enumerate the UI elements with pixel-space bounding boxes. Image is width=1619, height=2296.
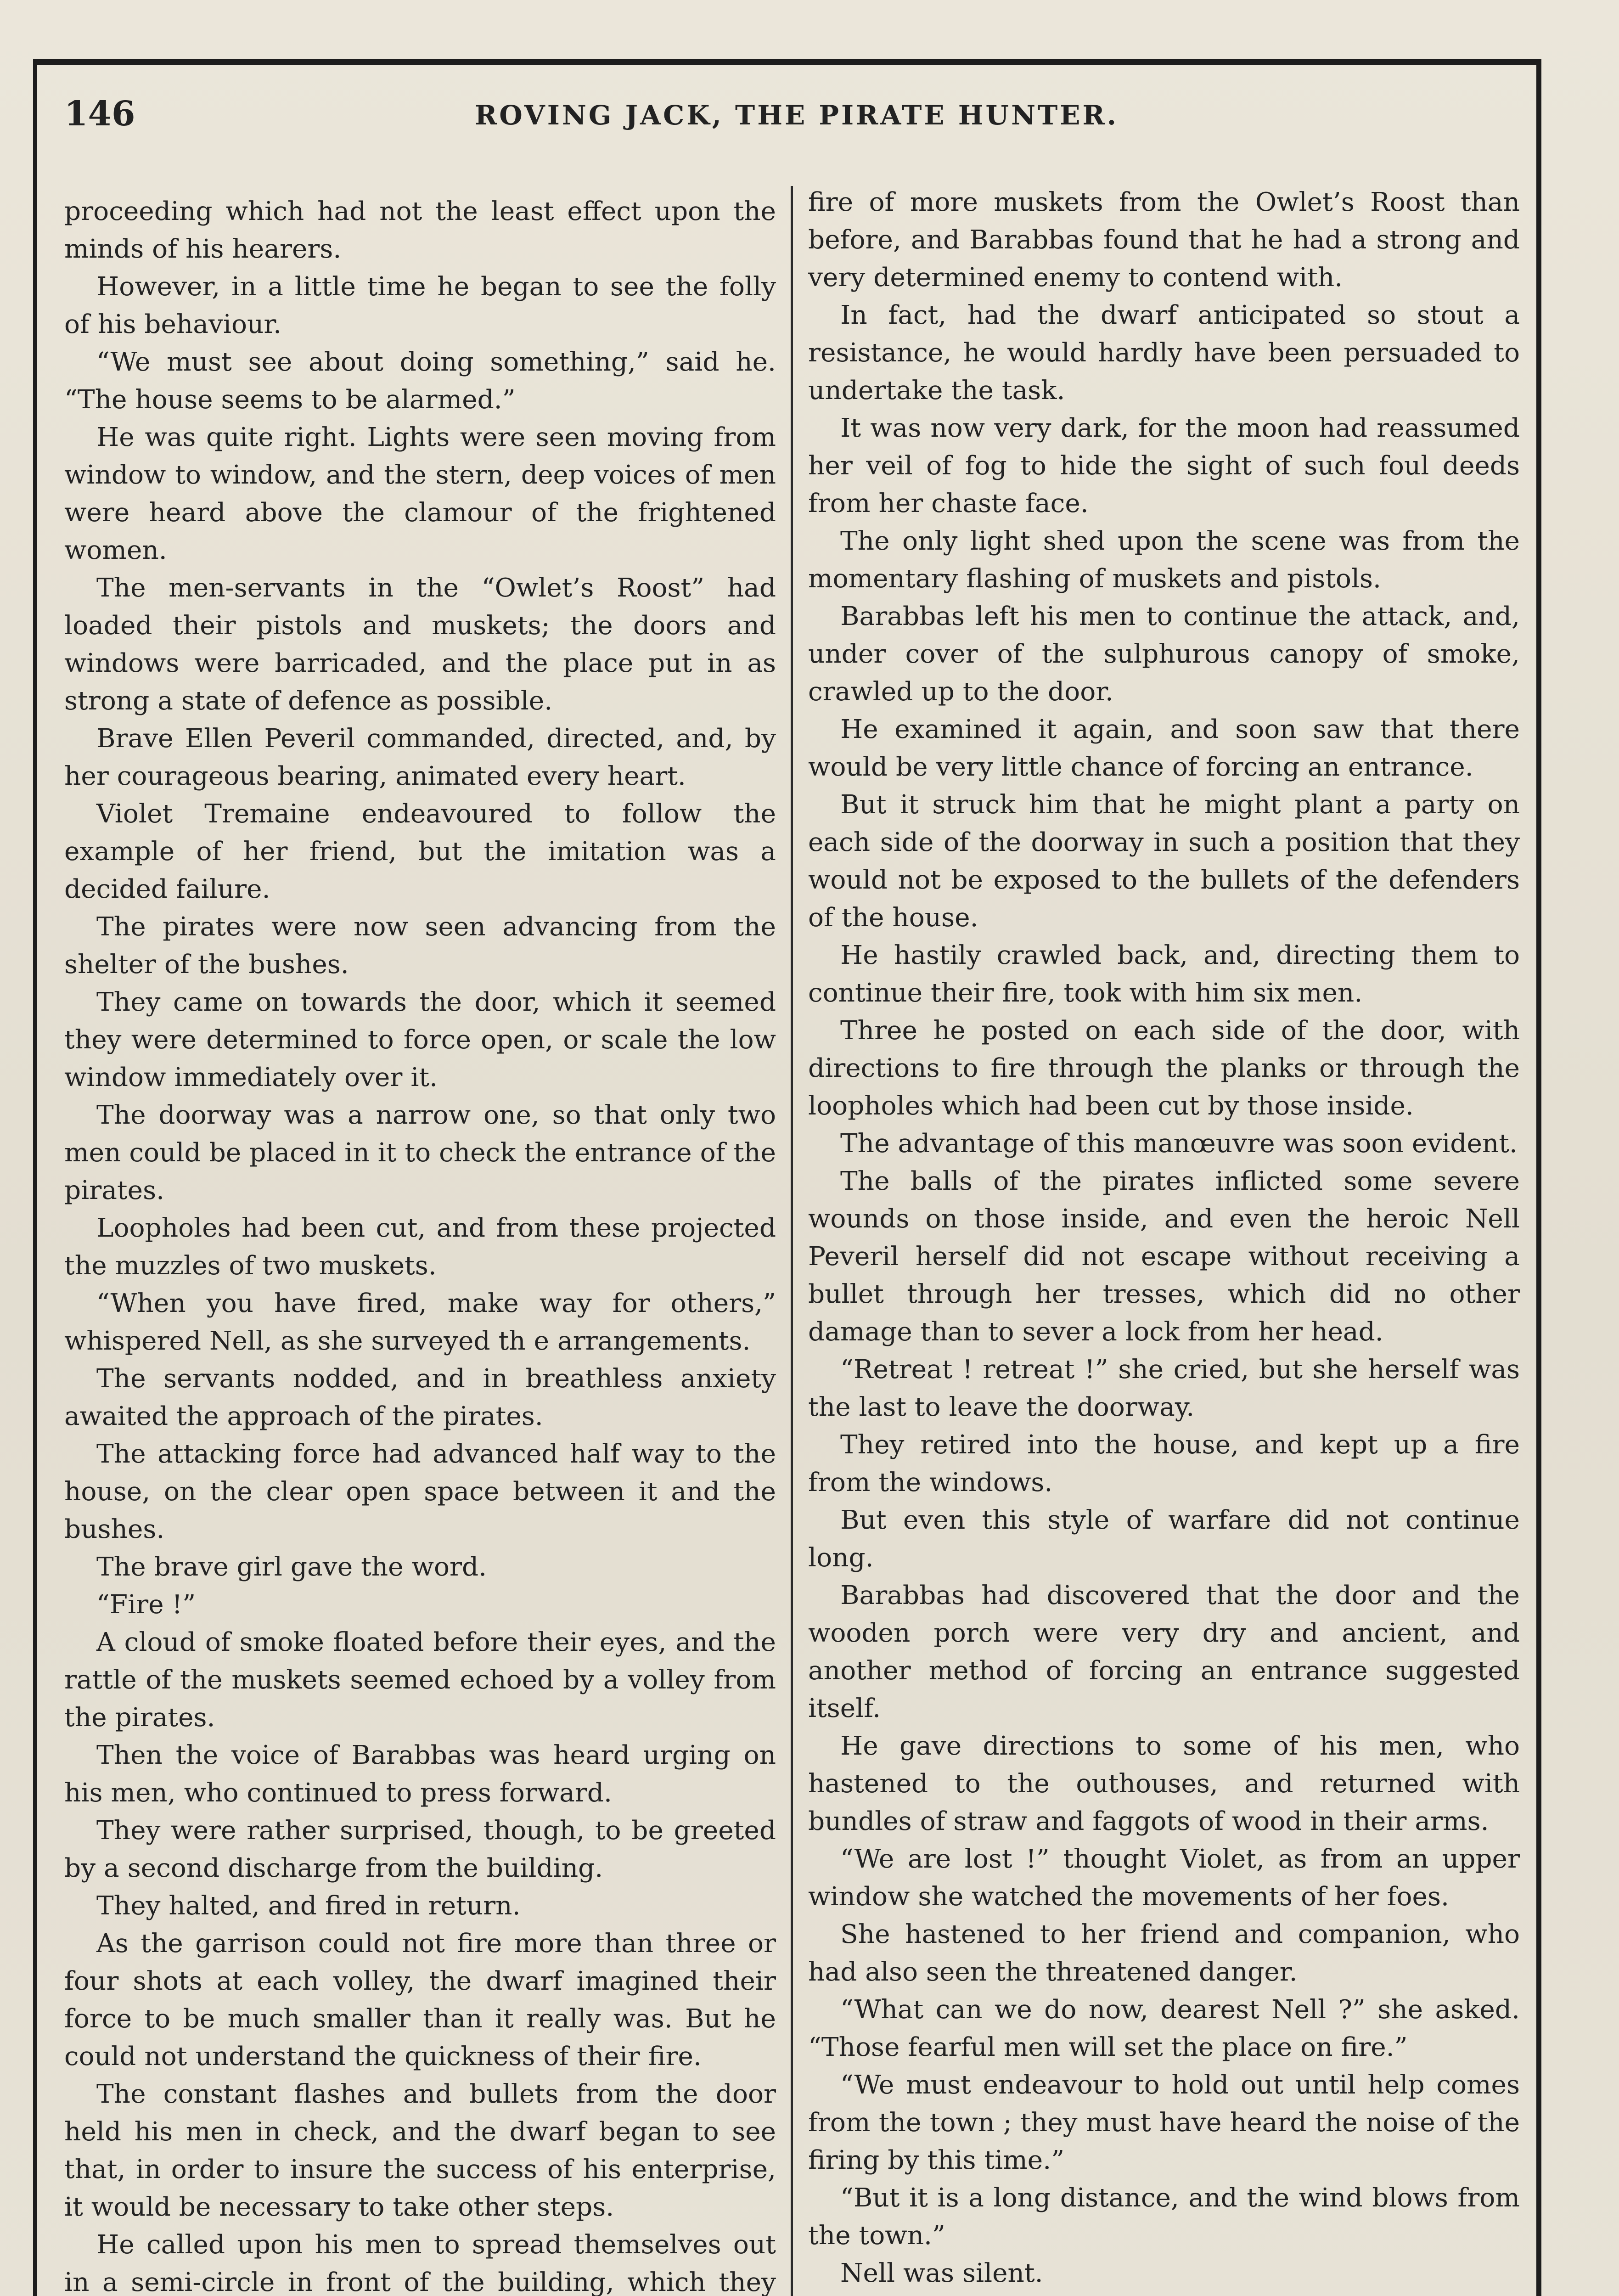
paragraph: “We are lost !” thought Violet, as from an upper window she watched the movements of her foes. bbox=[808, 1844, 1520, 1912]
paragraph: They retired into the house, and kept up a fire from the windows. bbox=[808, 1430, 1520, 1497]
paragraph: The advantage of this manœuvre was soon evident. bbox=[840, 1129, 1518, 1159]
paragraph: “We must see about doing something,” said he. “The house seems to be alarmed.” bbox=[64, 347, 776, 415]
column-divider bbox=[791, 186, 793, 2296]
paragraph: She hastened to her friend and companion, who had also seen the threatened danger. bbox=[808, 1919, 1520, 1987]
paragraph: A cloud of smoke floated before their eyes, and the rattle of the muskets seemed echoed by a volley from the pirates. bbox=[64, 1627, 776, 1733]
paragraph: But even this style of warfare did not continue long. bbox=[808, 1505, 1520, 1573]
paragraph: In fact, had the dwarf anticipated so stout a resistance, he would hardly have been persuaded to undertake the task. bbox=[808, 300, 1520, 405]
paragraph: “But it is a long distance, and the wind blows from the town.” bbox=[808, 2183, 1520, 2251]
left-border-rule bbox=[33, 59, 37, 2296]
running-title: ROVING JACK, THE PIRATE HUNTER. bbox=[475, 100, 1119, 131]
paragraph: The only light shed upon the scene was from the momentary flashing of muskets and pistols. bbox=[808, 526, 1520, 594]
page-number: 146 bbox=[64, 94, 135, 134]
paragraph: Brave Ellen Peveril commanded, directed, and, by her courageous bearing, animated every heart. bbox=[64, 724, 776, 791]
paragraph: The servants nodded, and in breathless anxiety awaited the approach of the pirates. bbox=[64, 1364, 776, 1431]
paragraph: “What can we do now, dearest Nell ?” she asked. “Those fearful men will set the place on fire.” bbox=[808, 1995, 1520, 2062]
paragraph: proceeding which had not the least effect upon the minds of his hearers. bbox=[64, 197, 776, 264]
paragraph: He was quite right. Lights were seen moving from window to window, and the stern, deep voices of men were heard above the clamour of the frightened women. bbox=[64, 422, 776, 565]
page-header bbox=[64, 94, 1529, 145]
paragraph: They halted, and fired in return. bbox=[96, 1891, 521, 1921]
paragraph: The brave girl gave the word. bbox=[96, 1552, 487, 1582]
paragraph: However, in a little time he began to see the folly of his behaviour. bbox=[64, 272, 776, 339]
paragraph: The attacking force had advanced half way to the house, on the clear open space between it and the bushes. bbox=[64, 1439, 776, 1544]
top-border-rule bbox=[33, 59, 1541, 65]
paragraph: They were rather surprised, though, to be greeted by a second discharge from the building. bbox=[64, 1816, 776, 1883]
paragraph: “Retreat ! retreat !” she cried, but she herself was the last to leave the doorway. bbox=[808, 1355, 1520, 1422]
paragraph: He examined it again, and soon saw that there would be very little chance of forcing an entrance. bbox=[808, 715, 1520, 782]
paragraph: “When you have fired, make way for others,” whispered Nell, as she surveyed th e arrangements. bbox=[64, 1289, 776, 1356]
paragraph: Then the voice of Barabbas was heard urging on his men, who continued to press forward. bbox=[64, 1740, 776, 1808]
paragraph: He gave directions to some of his men, who hastened to the outhouses, and returned with bundles of straw and faggots of wood in their arms. bbox=[808, 1731, 1520, 1836]
paragraph bbox=[808, 2292, 1520, 2296]
paragraph: They came on towards the door, which it seemed they were determined to force open, or scale the low window immediately over it. bbox=[64, 987, 776, 1092]
right-border-rule bbox=[1536, 59, 1541, 2296]
paragraph: Nell was silent. bbox=[840, 2258, 1043, 2288]
paragraph: It was now very dark, for the moon had reassumed her veil of fog to hide the sight of such foul deeds from her chaste face. bbox=[808, 413, 1520, 518]
paragraph: The pirates were now seen advancing from the shelter of the bushes. bbox=[64, 912, 776, 979]
paragraph: Three he posted on each side of the door, with directions to fire through the planks or through the loopholes which had been cut by those inside. bbox=[808, 1016, 1520, 1121]
paragraph: The men-servants in the “Owlet’s Roost” had loaded their pistols and muskets; the doors and windows were barricaded, and the place put in as strong a state of defence as possible. bbox=[64, 573, 776, 716]
paragraph: The constant flashes and bullets from the door held his men in check, and the dwarf began to see that, in order to insure the success of his enterprise, it would be necessary to take other steps. bbox=[64, 2079, 776, 2222]
left-text-column bbox=[64, 193, 776, 2296]
paragraph: “We must endeavour to hold out until help comes from the town ; they must have heard the noise of the firing by this time.” bbox=[808, 2070, 1520, 2175]
paragraph: fire of more muskets from the Owlet’s Roost than before, and Barabbas found that he had a strong and very determined enemy to contend with. bbox=[808, 187, 1520, 293]
paragraph: The balls of the pirates inflicted some severe wounds on those inside, and even the heroic Nell Peveril herself did not escape without receiving a bullet through her tresses, which did no other damage than to sever a lock from her head. bbox=[808, 1166, 1520, 1347]
right-text-column bbox=[808, 184, 1520, 2296]
paragraph: Barabbas left his men to continue the attack, and, under cover of the sulphurous canopy of smoke, crawled up to the door. bbox=[808, 602, 1520, 707]
paragraph: Violet Tremaine endeavoured to follow the example of her friend, but the imitation was a decided failure. bbox=[64, 799, 776, 904]
paragraph: “Fire !” bbox=[96, 1590, 196, 1620]
paragraph: Loopholes had been cut, and from these projected the muzzles of two muskets. bbox=[64, 1213, 776, 1281]
paragraph: He hastily crawled back, and, directing them to continue their fire, took with him six men. bbox=[808, 940, 1520, 1008]
paragraph: As the garrison could not fire more than three or four shots at each volley, the dwarf imagined their force to be much smaller than it really was. But he could not understand the quickness of their fire. bbox=[64, 1929, 776, 2071]
paragraph: Barabbas had discovered that the door and the wooden porch were very dry and ancient, and another method of forcing an entrance suggested itself. bbox=[808, 1581, 1520, 1723]
paragraph: He called upon his men to spread themselves out in a semi-circle in front of the building, which they bbox=[64, 2230, 776, 2296]
paragraph: But it struck him that he might plant a party on each side of the doorway in such a position that they would not be exposed to the bullets of the defenders of the house. bbox=[808, 790, 1520, 933]
paragraph: The doorway was a narrow one, so that only two men could be placed in it to check the entrance of the pirates. bbox=[64, 1100, 776, 1205]
